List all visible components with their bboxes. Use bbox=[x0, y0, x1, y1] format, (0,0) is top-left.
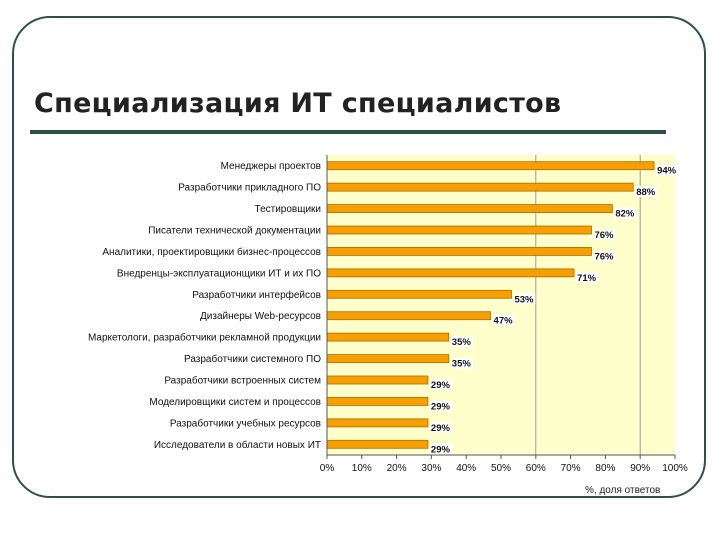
x-tick-label: 60% bbox=[525, 463, 546, 474]
x-tick-label: 70% bbox=[560, 463, 581, 474]
x-axis-unit-label: %, доля ответов bbox=[585, 485, 661, 496]
x-tick-label: 20% bbox=[386, 463, 407, 474]
bar bbox=[327, 205, 612, 213]
bar bbox=[327, 247, 591, 255]
category-label: Разработчики системного ПО bbox=[184, 354, 321, 366]
category-label: Разработчики прикладного ПО bbox=[178, 182, 321, 194]
x-tick-label: 10% bbox=[351, 463, 372, 474]
bar bbox=[327, 183, 633, 191]
bar bbox=[327, 226, 591, 234]
x-tick-label: 50% bbox=[490, 463, 512, 474]
category-label: Менеджеры проектов bbox=[220, 161, 321, 173]
plot-area bbox=[327, 155, 675, 455]
category-label: Аналитики, проектировщики бизнес-процессов bbox=[102, 246, 321, 258]
category-label: Разработчики учебных ресурсов bbox=[169, 418, 321, 430]
bar bbox=[327, 162, 654, 170]
bar bbox=[327, 397, 428, 405]
data-label: 94% bbox=[657, 165, 677, 177]
data-label: 29% bbox=[430, 401, 450, 413]
bar bbox=[327, 440, 428, 448]
slide-title: Специализация ИТ специалистов bbox=[34, 88, 562, 119]
bar bbox=[327, 419, 428, 427]
data-label: 35% bbox=[451, 337, 471, 349]
x-tick-label: 0% bbox=[319, 463, 335, 474]
data-label: 71% bbox=[577, 272, 597, 284]
category-label: Моделировщики систем и процессов bbox=[149, 396, 321, 408]
bar bbox=[327, 290, 511, 298]
data-label: 47% bbox=[493, 315, 513, 327]
category-label: Внедренцы-эксплуатационщики ИТ и их ПО bbox=[116, 268, 321, 280]
data-label: 53% bbox=[514, 294, 534, 306]
category-label: Разработчики интерфейсов bbox=[192, 289, 321, 301]
x-tick-label: 100% bbox=[662, 463, 688, 474]
x-tick-label: 80% bbox=[595, 463, 616, 474]
data-label: 76% bbox=[594, 230, 614, 241]
bar bbox=[327, 376, 428, 384]
data-label: 29% bbox=[430, 444, 450, 456]
data-label: 29% bbox=[430, 422, 450, 434]
x-tick-label: 90% bbox=[630, 463, 651, 474]
data-label: 35% bbox=[451, 358, 471, 370]
category-label: Тестировщики bbox=[254, 204, 321, 216]
category-label: Дизайнеры Web-ресурсов bbox=[200, 311, 321, 323]
bar bbox=[327, 269, 574, 277]
data-label: 76% bbox=[594, 251, 614, 263]
category-label: Писатели технической документации bbox=[148, 225, 321, 237]
category-label: Разработчики встроенных систем bbox=[164, 375, 321, 387]
category-label: Маркетологи, разработчики рекламной продукции bbox=[87, 332, 321, 344]
bar bbox=[327, 333, 449, 341]
bar bbox=[327, 312, 491, 320]
data-label: 88% bbox=[636, 187, 656, 199]
data-label: 82% bbox=[615, 208, 635, 220]
data-label: 29% bbox=[430, 380, 450, 391]
x-tick-label: 30% bbox=[421, 463, 442, 474]
x-tick-label: 40% bbox=[456, 463, 477, 474]
bar bbox=[327, 355, 449, 363]
category-label: Исследователи в области новых ИТ bbox=[153, 439, 321, 451]
